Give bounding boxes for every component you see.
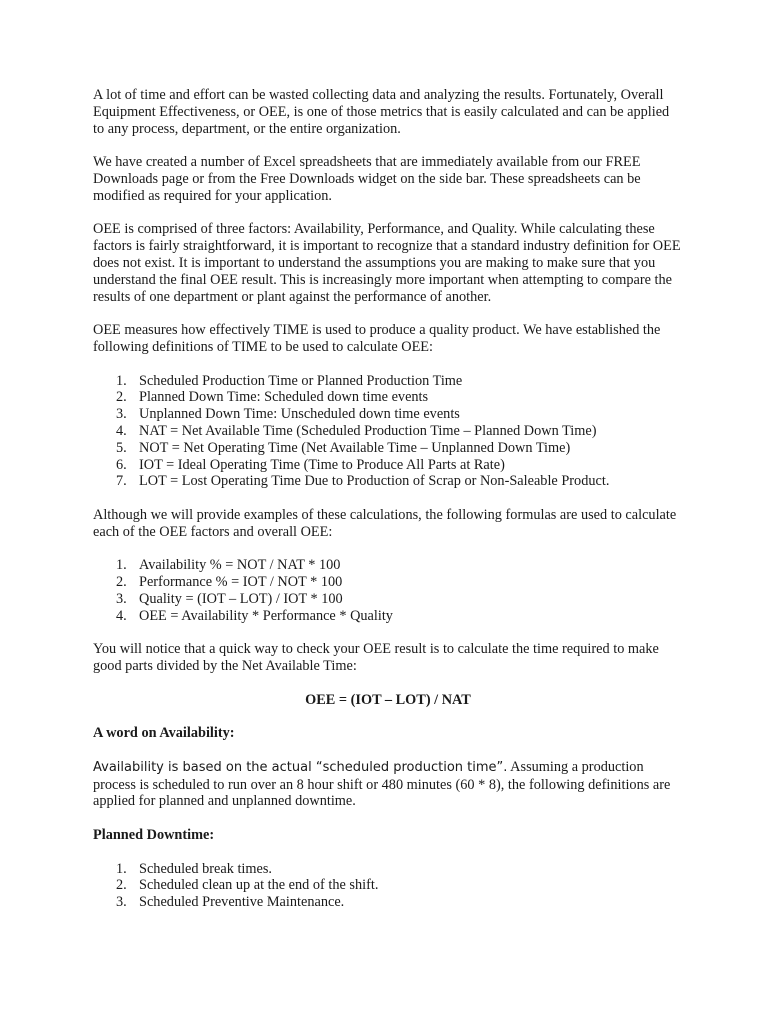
list-number: 3. xyxy=(116,894,127,911)
document-page xyxy=(93,87,683,928)
list-number: 2. xyxy=(116,574,127,591)
list-item xyxy=(93,894,683,911)
formulas-paragraph: Although we will provide examples of these calculations, the following formulas are used to calculate each of the OEE factors and overall OEE: xyxy=(93,506,677,540)
list-text: Performance % = IOT / NOT * 100 xyxy=(139,574,343,591)
list-item xyxy=(93,473,683,490)
time-paragraph: OEE measures how effectively TIME is used to produce a quality product. We have established the following definitions of TIME to be used to calculate OEE: xyxy=(93,322,661,355)
list-text: NOT = Net Operating Time (Net Available Time – Unplanned Down Time) xyxy=(139,439,571,456)
list-item xyxy=(93,373,683,390)
list-text: IOT = Ideal Operating Time (Time to Produce All Parts at Rate) xyxy=(139,456,505,473)
list-number: 7. xyxy=(116,473,127,490)
planned-downtime-heading: Planned Downtime: xyxy=(93,827,215,844)
list-number: 1. xyxy=(116,557,127,574)
list-item xyxy=(93,574,683,591)
intro-paragraph: A lot of time and effort can be wasted collecting data and analyzing the results. Fortunately, Overall Equipment Effectiveness, or OEE, is one of those metrics that is easily calculated and can be applied to any process, department, or the entire organization. xyxy=(93,87,670,137)
list-item xyxy=(93,389,683,406)
list-text: Scheduled clean up at the end of the shift. xyxy=(139,877,379,894)
list-text: Availability % = NOT / NAT * 100 xyxy=(139,557,341,574)
list-number: 1. xyxy=(116,860,127,877)
oee-formula: OEE = (IOT – LOT) / NAT xyxy=(305,691,471,708)
availability-paragraph xyxy=(93,759,683,810)
check-paragraph: You will notice that a quick way to check your OEE result is to calculate the time required to make good parts divided by the Net Available Time: xyxy=(93,641,659,675)
list-number: 6. xyxy=(116,456,127,473)
list-number: 4. xyxy=(116,607,127,624)
list-number: 2. xyxy=(116,877,127,894)
downloads-paragraph: We have created a number of Excel spreadsheets that are immediately available from our FREE Downloads page or from the Free Downloads widget on the side bar. These spreadsheets can be modified as required for your application. xyxy=(93,154,641,204)
time-definitions-list xyxy=(93,373,683,491)
list-text: Scheduled Production Time or Planned Production Time xyxy=(139,372,463,389)
list-number: 1. xyxy=(116,372,127,389)
availability-lead-text: Availability is based on the actual “scheduled production time”. xyxy=(93,759,508,775)
list-item xyxy=(93,877,683,894)
list-item xyxy=(93,457,683,474)
list-item xyxy=(93,440,683,457)
list-number: 4. xyxy=(116,422,127,439)
list-item xyxy=(93,591,683,608)
factors-paragraph: OEE is comprised of three factors: Availability, Performance, and Quality. While calculating these factors is fairly straightforward, it is important to recognize that a standard industry definition for OEE does not exist. It is important to understand the assumptions you are making to make sure that you understand the final OEE result. This is increasingly more important when attempting to compare the results of one department or plant against the performance of another. xyxy=(93,221,681,305)
list-item xyxy=(93,861,683,878)
list-text: OEE = Availability * Performance * Quality xyxy=(139,607,393,624)
list-text: Unplanned Down Time: Unscheduled down time events xyxy=(139,406,460,423)
planned-downtime-list xyxy=(93,861,683,911)
list-item xyxy=(93,557,683,574)
list-text: Quality = (IOT – LOT) / IOT * 100 xyxy=(139,590,343,607)
list-text: Scheduled break times. xyxy=(139,860,273,877)
list-text: LOT = Lost Operating Time Due to Production of Scrap or Non-Saleable Product. xyxy=(139,473,610,490)
list-item xyxy=(93,423,683,440)
availability-heading: A word on Availability: xyxy=(93,725,235,742)
list-text: Scheduled Preventive Maintenance. xyxy=(139,894,345,911)
list-item xyxy=(93,406,683,423)
formulas-list xyxy=(93,557,683,624)
availability-body-text: Assuming a production process is scheduled to run over an 8 hour shift or 480 minutes (60 * 8), the following definitions are applied for planned and unplanned downtime. xyxy=(93,758,671,810)
list-item xyxy=(93,608,683,625)
list-number: 2. xyxy=(116,389,127,406)
list-number: 5. xyxy=(116,439,127,456)
list-text: NAT = Net Available Time (Scheduled Production Time – Planned Down Time) xyxy=(139,422,597,439)
list-number: 3. xyxy=(116,406,127,423)
list-number: 3. xyxy=(116,590,127,607)
list-text: Planned Down Time: Scheduled down time events xyxy=(139,389,429,406)
